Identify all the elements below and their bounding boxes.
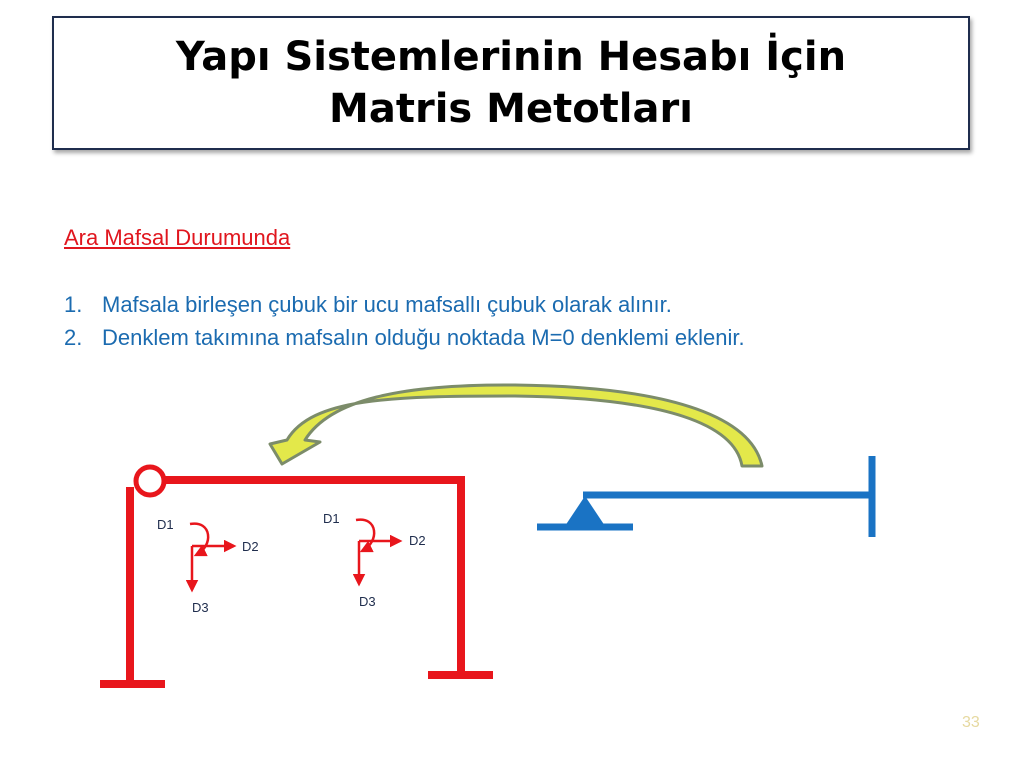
dof-label-d2: D2 xyxy=(409,533,426,548)
step-text: Mafsala birleşen çubuk bir ucu mafsallı çubuk olarak alınır. xyxy=(102,292,672,317)
step-number: 2. xyxy=(64,325,83,350)
hinge-icon xyxy=(136,467,164,495)
step-number: 1. xyxy=(64,292,83,317)
pin-support-icon xyxy=(565,496,605,526)
dof-label-d1: D1 xyxy=(157,517,174,532)
page-number: 33 xyxy=(962,714,980,731)
title-line-2: Matris Metotları xyxy=(329,86,693,132)
dof-label-d3: D3 xyxy=(192,600,209,615)
red-frame xyxy=(100,467,493,684)
dof-label-d1: D1 xyxy=(323,511,340,526)
dof-label-d2: D2 xyxy=(242,539,259,554)
right-dof-arrows xyxy=(323,511,426,609)
section-subtitle: Ara Mafsal Durumunda xyxy=(64,225,291,250)
blue-beam xyxy=(537,456,872,537)
dof-label-d3: D3 xyxy=(359,594,376,609)
transfer-curved-arrow xyxy=(270,385,762,466)
step-text: Denklem takımına mafsalın olduğu noktada M=0 denklemi eklenir. xyxy=(102,325,745,350)
left-dof-arrows xyxy=(157,517,259,615)
title-line-1: Yapı Sistemlerinin Hesabı İçin xyxy=(175,34,847,80)
